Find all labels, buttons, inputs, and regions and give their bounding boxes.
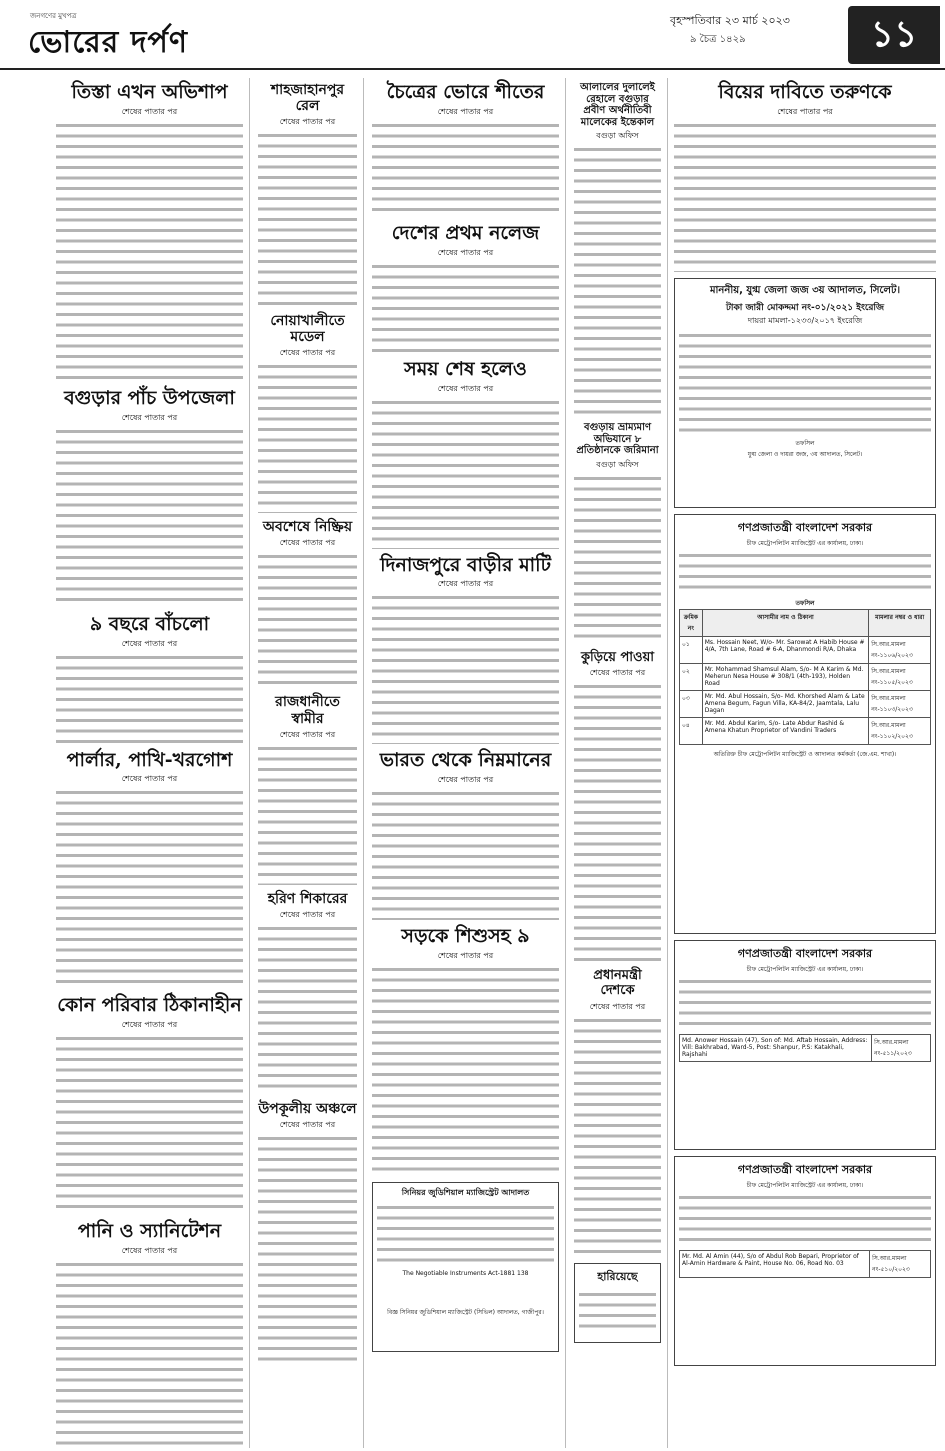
government-notice-3 (674, 1156, 936, 1366)
article-title: সড়কে শিশুসহ ৯ (401, 925, 530, 948)
article-body (56, 1035, 243, 1215)
column-2 (252, 78, 364, 1448)
gov-notice-body (679, 552, 931, 592)
article-body (258, 553, 357, 688)
article-title: বগুড়ায় ভ্রাম্যমাণ অভিযানে ৮ প্রতিষ্ঠানকে জরিমানা (576, 422, 659, 456)
gov-notice-title: গণপ্রজাতন্ত্রী বাংলাদেশ সরকার (737, 520, 873, 534)
article-body (574, 146, 661, 416)
article-continuation: শেষের পাতার পর (121, 774, 178, 784)
lost-notice (574, 1263, 661, 1343)
table-row: ০১ Ms. Hossain Neet, W/o- Mr. Sarowat A Habib House # 4/A, 7th Lane, Road # 6-A, Dhanmondi R/A, Dhaka সি.আর.মামলা নং-১১০৬/২০২৩ (680, 636, 931, 663)
article-body (674, 122, 936, 272)
article-title: আলালের দুলালেই রেহালে বগুড়ার প্রবীণ অর্থনীতিবী মালেকের ইন্তেকাল (580, 82, 655, 128)
column-5 (670, 78, 940, 1448)
masthead-tagline: জনগণের মুখপত্র (30, 12, 77, 20)
article-continuation: শেষের পাতার পর (437, 951, 494, 961)
article-continuation: শেষের পাতার পর (279, 117, 336, 127)
court-notice-title: মাননীয়, যুগ্ম জেলা জজ ৩য় আদালত, সিলেট। (709, 284, 901, 296)
article-title: ৯ বছরে বাঁচলো (89, 612, 210, 635)
notice-act: The Negotiable Instruments Act-1881 138 (402, 1270, 529, 1278)
article-continuation: শেষের পাতার পর (777, 106, 833, 116)
gov-notice-office: চীফ মেট্রোপলিটন ম্যাজিস্ট্রেট এর কার্যালয়, ঢাকা। (746, 539, 864, 547)
article-title: অবশেষে নিষ্ক্রিয় (262, 519, 353, 536)
article-body (574, 475, 661, 645)
article-continuation: শেষের পাতার পর (121, 638, 178, 648)
article-title: পার্লার, পাখি-খরগোশ (66, 748, 233, 771)
article-title: দেশের প্রথম নলেজ (391, 221, 540, 244)
column-4 (568, 78, 668, 1448)
article-continuation: শেষের পাতার পর (437, 383, 494, 393)
article-body (258, 925, 357, 1095)
lost-notice-title: হারিয়েছে (597, 1270, 638, 1284)
article-dateline: বগুড়া অফিস (596, 459, 639, 469)
schedule-table (679, 1034, 931, 1062)
table-row: Mr. Md. Al Amin (44), S/o of Abdul Rob Bepari, Proprietor of Al-Amin Hardware & Paint, House No. 06, Road No. 03 সি.আর.মামলা নং-৫১০/২০২৩ (680, 1250, 931, 1277)
court-notice-box (372, 1182, 559, 1352)
notice-title: সিনিয়র জুডিশিয়াল ম্যাজিস্ট্রেট আদালত (401, 1188, 530, 1198)
article-title: কুড়িয়ে পাওয়া (580, 649, 655, 665)
notice-footer: বিজ্ঞ সিনিয়র জুডিশিয়াল ম্যাজিস্ট্রেট (সিভিল) আদালত, গাজীপুর। (387, 1309, 544, 1317)
column-1 (50, 78, 250, 1448)
article-continuation: শেষের পাতার পর (279, 909, 336, 919)
article-dateline: বগুড়া অফিস (596, 131, 639, 140)
article-title: শাহজাহানপুর রেল (270, 82, 345, 115)
article-body (56, 654, 243, 744)
article-body (258, 745, 357, 885)
article-continuation: শেষের পাতার পর (121, 412, 178, 422)
court-notice-session: দায়রা মামলা-১২৩৩/২০১৭ ইংরেজি (747, 315, 863, 325)
article-body (372, 790, 559, 920)
schedule-table (679, 609, 931, 745)
article-title: প্রধানমন্ত্রী দেশকে (593, 968, 642, 999)
article-continuation: শেষের পাতার পর (279, 348, 336, 358)
government-notice-2 (674, 940, 936, 1150)
article-title: রাজধানীতে স্বামীর (275, 694, 340, 727)
article-continuation: শেষের পাতার পর (279, 729, 336, 739)
article-body (372, 122, 559, 217)
article-body (258, 363, 357, 513)
schedule-table (679, 1250, 931, 1278)
article-continuation: শেষের পাতার পর (121, 1246, 178, 1256)
article-body (56, 789, 243, 989)
article-title: উপকূলীয় অঞ্চলে (258, 1100, 357, 1117)
article-continuation: শেষের পাতার পর (437, 247, 494, 257)
table-row: Md. Anower Hossain (47), Son of: Md. Aftab Hossain, Address: Vill: Bakhrabad, Ward-5, Post: Shanpur, P.S: Katakhali, Rajshahi সি.আর.মামলা নং-৫১১/২০২৩ (680, 1034, 931, 1061)
court-notice-case: টাকা জারী মোকদ্দমা নং-০১/২০২১ ইংরেজি (725, 302, 885, 313)
article-body (574, 1017, 661, 1257)
gov-notice-body (679, 1194, 931, 1244)
gov-notice-office: চীফ মেট্রোপলিটন ম্যাজিস্ট্রেট এর কার্যালয়, ঢাকা। (746, 965, 864, 973)
article-continuation: শেষের পাতার পর (589, 1002, 646, 1012)
gov-notice-title: গণপ্রজাতন্ত্রী বাংলাদেশ সরকার (737, 946, 873, 960)
court-notice-body (679, 332, 931, 432)
article-title: নোয়াখালীতে মডেল (270, 313, 345, 346)
article-title: তিস্তা এখন অভিশাপ (71, 81, 228, 103)
article-title: দিনাজপুরে বাড়ীর মাটি (380, 553, 551, 576)
table-row: ০৪ Mr. Md. Abdul Karim, S/o- Late Abdur Rashid & Amena Khatun Proprietor of Vandini Traders সি.আর.মামলা নং-১১০২/২০২৩ (680, 717, 931, 744)
gov-notice-office: চীফ মেট্রোপলিটন ম্যাজিস্ট্রেট এর কার্যালয়, ঢাকা। (746, 1181, 864, 1189)
article-body (574, 683, 661, 963)
article-body (372, 594, 559, 744)
article-title: বিয়ের দাবিতে তরুণকে (718, 81, 892, 103)
article-continuation: শেষের পাতার পর (437, 106, 494, 116)
table-row: ০৩ Mr. Md. Abul Hossain, S/o- Md. Khorshed Alam & Late Amena Begum, Fagun Villa, KA-84/2, Jaamtala, Lalu Dagan সি.আর.মামলা নং-১১০৩/২০২৩ (680, 690, 931, 717)
article-body (372, 966, 559, 1176)
col-header: মামলার নম্বর ও ধারা (869, 609, 931, 636)
article-continuation: শেষের পাতার পর (121, 106, 178, 116)
lost-notice-body (579, 1291, 656, 1331)
article-continuation: শেষের পাতার পর (121, 1020, 178, 1030)
article-title: কোন পরিবার ঠিকানাহীন (57, 994, 242, 1017)
article-title: ভারত থেকে নিম্নমানের (379, 749, 552, 772)
gov-notice-signature: অতিরিক্ত চীফ মেট্রোপলিটন ম্যাজিস্ট্রেট ও আদালত কর্মকর্তা (জে.এম. শাখা)। (713, 750, 897, 758)
article-body (56, 1261, 243, 1448)
notice-body (377, 1204, 554, 1264)
col-header: ক্রমিক নং (680, 609, 703, 636)
article-continuation: শেষের পাতার পর (589, 668, 646, 678)
article-continuation: শেষের পাতার পর (437, 579, 494, 589)
article-body (372, 263, 559, 353)
article-title: সময় শেষ হলেও (404, 357, 527, 380)
date-line: বৃহস্পতিবার ২৩ মার্চ ২০২৩ (670, 14, 790, 27)
article-body (372, 399, 559, 549)
col-header: আসামীর নাম ও ঠিকানা (702, 609, 869, 636)
schedule-title: তফসিল (795, 599, 815, 607)
gov-notice-body (679, 978, 931, 1028)
article-title: বগুড়ার পাঁচ উপজেলা (64, 386, 235, 409)
newspaper-logo: ভোরের দর্পণ (28, 25, 188, 60)
article-body (56, 122, 243, 382)
government-notice-1 (674, 514, 936, 934)
court-notice (674, 278, 936, 508)
page-number: ১১ (848, 6, 940, 64)
date-line-bengali: ৯ চৈত্র ১৪২৯ (690, 34, 746, 45)
article-title: পানি ও স্যানিটেশন (77, 1220, 222, 1243)
court-notice-footer: তফসিল (795, 439, 815, 447)
article-continuation: শেষের পাতার পর (437, 775, 494, 785)
article-body (258, 132, 357, 307)
article-title: চৈত্রের ভোরে শীতের (386, 81, 545, 103)
column-3 (366, 78, 566, 1448)
gov-notice-title: গণপ্রজাতন্ত্রী বাংলাদেশ সরকার (737, 1162, 873, 1176)
article-title: হরিণ শিকারের (267, 890, 348, 907)
article-continuation: শেষের পাতার পর (279, 538, 336, 548)
article-body (56, 428, 243, 608)
article-continuation: শেষের পাতার পর (279, 1119, 336, 1129)
article-body (258, 1135, 357, 1365)
court-notice-court: যুগ্ম জেলা ও দায়রা জজ, ৩য় আদালত, সিলেট। (747, 450, 863, 458)
table-row: ০২ Mr. Mohammad Shamsul Alam, S/o- M A Karim & Md. Meherun Nesa House # 308/1 (4th-193), Holden Road সি.আর.মামলা নং-১১০৫/২০২৩ (680, 663, 931, 690)
